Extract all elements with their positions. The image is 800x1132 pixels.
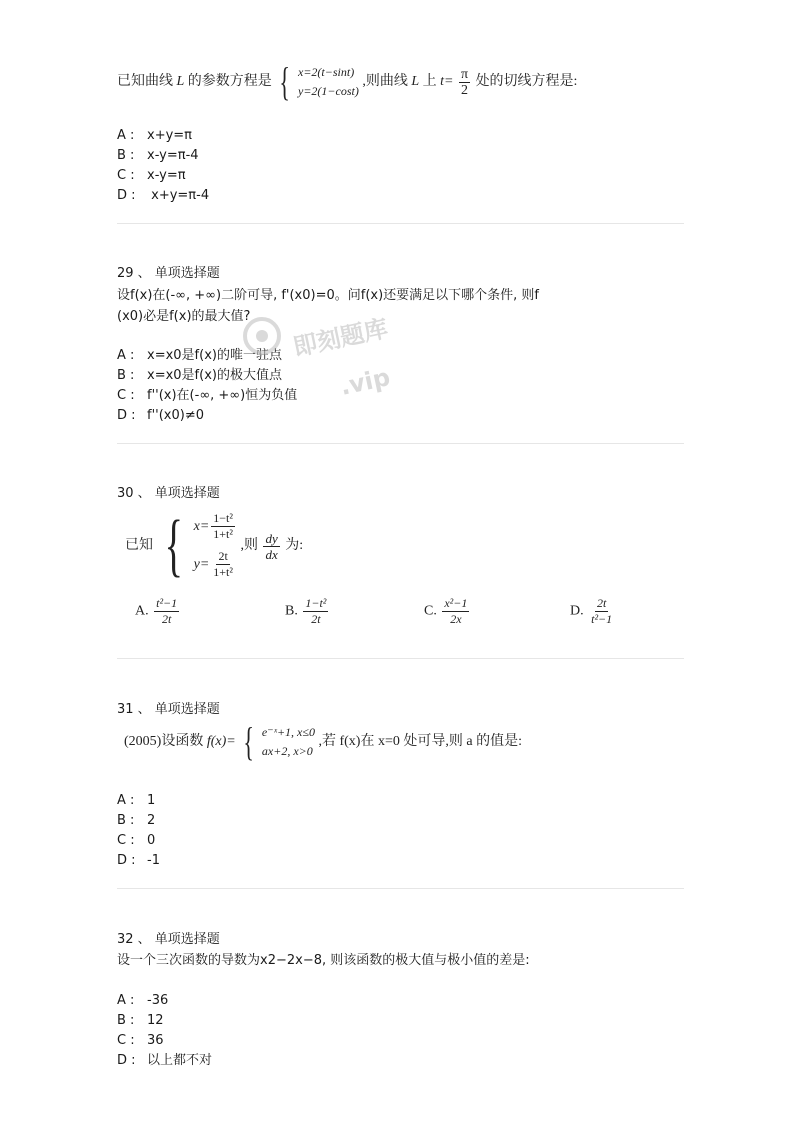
q31-case2: ax+2, x>0 bbox=[261, 744, 313, 758]
q29-stem-line1: 设f(x)在(-∞, +∞)二阶可导, f'(x0)=0。问f(x)还要满足以下哪个条件, 则f bbox=[117, 288, 540, 303]
option-den: t²−1 bbox=[591, 612, 613, 626]
q30-y-frac bbox=[211, 549, 235, 580]
q31-suffix: ,若 f(x)在 x=0 处可导,则 a 的值是: bbox=[318, 734, 522, 750]
q28-option-b[interactable] bbox=[117, 146, 199, 165]
q31-brace: { bbox=[243, 719, 255, 764]
q31-option-a[interactable] bbox=[117, 791, 155, 810]
option-frac bbox=[589, 596, 614, 627]
option-text: x=x0是f(x)的唯一驻点 bbox=[147, 348, 282, 363]
option-text: f''(x)在(-∞, +∞)恒为负值 bbox=[147, 388, 298, 403]
option-text: -36 bbox=[147, 993, 169, 1008]
option-frac bbox=[303, 596, 328, 627]
option-text: f''(x0)≠0 bbox=[147, 408, 204, 423]
q32-option-d[interactable] bbox=[117, 1051, 212, 1070]
q28-stem bbox=[117, 59, 578, 104]
option-key: B. bbox=[285, 603, 298, 619]
option-key: D : bbox=[117, 1053, 136, 1068]
q32-option-c[interactable] bbox=[117, 1031, 164, 1050]
q31-option-b[interactable] bbox=[117, 811, 155, 830]
option-key: D : bbox=[117, 408, 136, 423]
q30-stem bbox=[125, 508, 303, 584]
divider bbox=[117, 223, 684, 224]
option-key: C : bbox=[117, 388, 135, 403]
q31-stem bbox=[124, 719, 522, 764]
q28-eq2: y=2(1−cost) bbox=[298, 84, 359, 98]
watermark-domain: .vip bbox=[337, 363, 393, 401]
q28-option-a[interactable] bbox=[117, 126, 192, 145]
q31-header: 31 、 单项选择题 bbox=[117, 702, 220, 717]
q28-L2: L bbox=[411, 74, 420, 90]
option-key: A : bbox=[117, 793, 135, 808]
q30-option-a[interactable] bbox=[135, 596, 181, 627]
q31-fx: f(x)= bbox=[206, 734, 236, 750]
q30-y-den: 1+t² bbox=[213, 565, 233, 580]
q28-t-eq: t= bbox=[440, 74, 454, 90]
q30-known: 已知 bbox=[125, 538, 153, 554]
q28-eq1: x=2(t−sint) bbox=[298, 65, 355, 79]
option-den: 2t bbox=[311, 612, 321, 626]
option-num: t²−1 bbox=[156, 596, 178, 610]
option-key: B : bbox=[117, 368, 135, 383]
q30-option-d[interactable] bbox=[570, 596, 616, 627]
option-den: 2x bbox=[450, 612, 462, 626]
q28-up: 上 bbox=[422, 74, 437, 90]
option-key: A : bbox=[117, 993, 135, 1008]
q30-x-den: 1+t² bbox=[213, 527, 233, 542]
q31-option-c[interactable] bbox=[117, 831, 155, 850]
q28-option-c[interactable] bbox=[117, 166, 186, 185]
option-key: D : bbox=[117, 188, 136, 203]
divider bbox=[117, 658, 684, 659]
q29-option-d[interactable] bbox=[117, 406, 204, 425]
q31-option-d[interactable] bbox=[117, 851, 160, 870]
option-key: B : bbox=[117, 813, 135, 828]
q30-option-b[interactable] bbox=[285, 596, 330, 627]
q32-option-a[interactable] bbox=[117, 991, 168, 1010]
option-frac bbox=[442, 596, 469, 627]
q28-brace: { bbox=[279, 59, 291, 104]
option-key: D. bbox=[570, 603, 584, 619]
q28-option-d[interactable] bbox=[117, 186, 209, 205]
q30-brace: { bbox=[164, 507, 183, 584]
q28-equations bbox=[298, 63, 359, 101]
option-text: x-y=π-4 bbox=[147, 148, 199, 163]
option-text: 0 bbox=[147, 833, 156, 848]
option-key: A. bbox=[135, 603, 149, 619]
option-key: D : bbox=[117, 853, 136, 868]
q31-cases bbox=[262, 723, 315, 761]
q32-stem-line1: 设一个三次函数的导数为x2−2x−8, 则该函数的极大值与极小值的差是: bbox=[117, 953, 530, 968]
q30-option-c[interactable] bbox=[424, 596, 471, 627]
divider bbox=[117, 888, 684, 889]
q30-y-num: 2t bbox=[218, 549, 228, 564]
q28-two: 2 bbox=[461, 82, 469, 98]
q30-x-frac bbox=[211, 511, 235, 542]
q30-then: ,则 bbox=[240, 538, 258, 554]
option-key: A : bbox=[117, 348, 135, 363]
q30-wei: 为: bbox=[285, 538, 304, 554]
q29-stem-line2: (x0)必是f(x)的最大值? bbox=[117, 309, 251, 324]
option-den: 2t bbox=[161, 612, 172, 626]
option-key: C : bbox=[117, 168, 135, 183]
q30-y-row bbox=[194, 546, 237, 584]
q28-L: L bbox=[176, 74, 185, 90]
option-num: 2t bbox=[596, 596, 607, 610]
q29-option-a[interactable] bbox=[117, 346, 282, 365]
q28-pi-over-2 bbox=[459, 67, 470, 98]
option-text: 2 bbox=[147, 813, 156, 828]
divider bbox=[117, 443, 684, 444]
q32-header: 32 、 单项选择题 bbox=[117, 932, 220, 947]
q30-dydx bbox=[263, 531, 279, 562]
q30-system bbox=[194, 508, 237, 584]
option-text: 36 bbox=[147, 1033, 164, 1048]
q29-option-b[interactable] bbox=[117, 366, 282, 385]
q28-stem-prefix: 已知曲线 bbox=[117, 74, 173, 90]
q30-dy: dy bbox=[265, 530, 278, 546]
q29-header: 29 、 单项选择题 bbox=[117, 266, 220, 281]
option-key: B : bbox=[117, 1013, 135, 1028]
q32-option-b[interactable] bbox=[117, 1011, 164, 1030]
option-key: C. bbox=[424, 603, 437, 619]
q30-x-num: 1−t² bbox=[213, 511, 233, 526]
option-num: x²−1 bbox=[444, 596, 468, 610]
option-text: x-y=π bbox=[147, 168, 186, 183]
q28-stem-mid: 的参数方程是 bbox=[187, 74, 272, 90]
q28-stem-after: ,则曲线 bbox=[362, 74, 408, 90]
option-key: C : bbox=[117, 833, 135, 848]
q29-option-c[interactable] bbox=[117, 386, 297, 405]
option-text: 12 bbox=[147, 1013, 164, 1028]
option-text: x+y=π bbox=[147, 128, 192, 143]
option-frac bbox=[154, 596, 179, 627]
option-text: 以上都不对 bbox=[147, 1053, 213, 1068]
option-key: C : bbox=[117, 1033, 135, 1048]
q30-y-lhs: y= bbox=[193, 557, 210, 572]
q30-x-row bbox=[194, 508, 237, 546]
q31-case1: e⁻ˣ+1, x≤0 bbox=[261, 725, 315, 739]
q30-header: 30 、 单项选择题 bbox=[117, 486, 220, 501]
q28-pi: π bbox=[460, 66, 469, 82]
q28-stem-end: 处的切线方程是: bbox=[475, 74, 578, 90]
option-key: B : bbox=[117, 148, 135, 163]
q30-x-lhs: x= bbox=[193, 519, 210, 534]
watermark-brand: 即刻题库 bbox=[290, 314, 391, 362]
option-text: x+y=π-4 bbox=[147, 188, 210, 203]
q30-dx: dx bbox=[265, 546, 278, 562]
option-text: x=x0是f(x)的极大值点 bbox=[147, 368, 282, 383]
option-text: 1 bbox=[147, 793, 156, 808]
q31-prefix: (2005)设函数 bbox=[124, 734, 204, 750]
option-key: A : bbox=[117, 128, 135, 143]
option-num: 1−t² bbox=[305, 596, 327, 610]
option-text: -1 bbox=[147, 853, 160, 868]
